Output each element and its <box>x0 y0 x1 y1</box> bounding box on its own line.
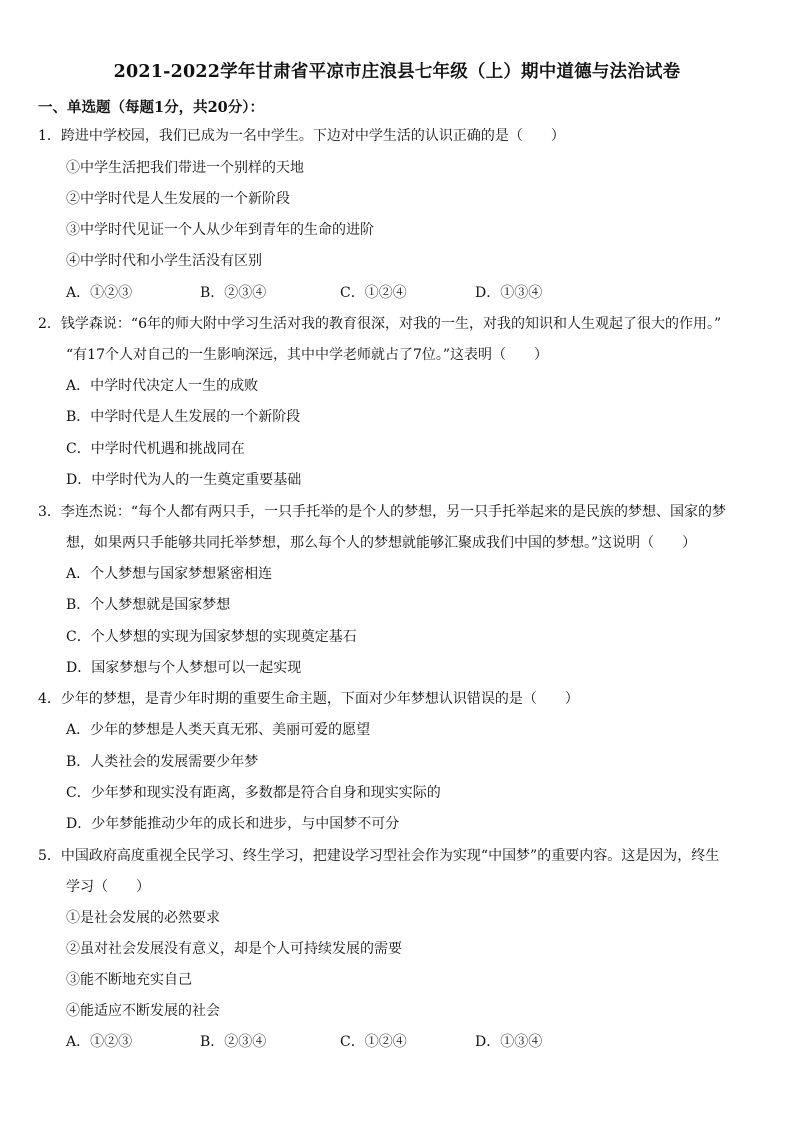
q5-statement-4: ④能适应不断发展的社会 <box>66 1003 220 1019</box>
q5-option-a[interactable]: A．①②③ <box>66 1034 133 1050</box>
q5-option-c[interactable]: C．①②④ <box>340 1034 407 1050</box>
exam-title: 2021-2022学年甘肃省平凉市庄浪县七年级（上）期中道德与法治试卷 <box>113 62 681 82</box>
q1-option-a[interactable]: A．①②③ <box>66 285 133 301</box>
q5-statement-1: ①是社会发展的必然要求 <box>66 910 220 926</box>
q5-statement-3: ③能不断地充实自己 <box>66 972 192 988</box>
q4-option-a[interactable]: A．少年的梦想是人类天真无邪、美丽可爱的愿望 <box>66 722 371 738</box>
q1-statement-3: ③中学时代见证一个人从少年到青年的生命的进阶 <box>66 222 374 238</box>
q1-statement-2: ②中学时代是人生发展的一个新阶段 <box>66 191 290 207</box>
q4-option-c[interactable]: C．少年梦和现实没有距离，多数都是符合自身和现实实际的 <box>66 785 441 801</box>
q2-option-d[interactable]: D．中学时代为人的一生奠定重要基础 <box>66 472 302 488</box>
q4-option-d[interactable]: D．少年梦能推动少年的成长和进步，与中国梦不可分 <box>66 816 400 832</box>
q1-choices <box>0 283 794 303</box>
q5-statement-2: ②虽对社会发展没有意义，却是个人可持续发展的需要 <box>66 941 402 957</box>
q3-option-a[interactable]: A．个人梦想与国家梦想紧密相连 <box>66 566 273 582</box>
q1-stem: 1．跨进中学校园，我们已成为一名中学生。下边对中学生活的认识正确的是（ ） <box>38 128 565 144</box>
q3-stem-line-2: 想，如果两只手能够共同托举梦想，那么每个人的梦想就能够汇聚成我们中国的梦想。”这说明（ ） <box>66 535 697 551</box>
q1-statement-4: ④中学时代和小学生活没有区别 <box>66 253 262 269</box>
q5-option-d[interactable]: D．①③④ <box>475 1034 543 1050</box>
q1-option-c[interactable]: C．①②④ <box>340 285 407 301</box>
q5-choices <box>0 1032 794 1052</box>
q3-stem-line-1: 3．李连杰说：“每个人都有两只手，一只手托举的是个人的梦想，另一只手托举起来的是民族的梦想、国家的梦 <box>38 504 727 520</box>
q4-option-b[interactable]: B．人类社会的发展需要少年梦 <box>66 754 259 770</box>
q5-stem-line-1: 5．中国政府高度重视全民学习、终生学习，把建设学习型社会作为实现“中国梦”的重要内容。这是因为，终生 <box>38 848 720 864</box>
section-heading: 一、单选题（每题1分，共20分）： <box>38 99 265 116</box>
q5-stem-line-2: 学习（ ） <box>66 879 150 895</box>
q4-stem: 4．少年的梦想，是青少年时期的重要生命主题，下面对少年梦想认识错误的是（ ） <box>38 691 579 707</box>
q3-option-c[interactable]: C．个人梦想的实现为国家梦想的实现奠定基石 <box>66 629 357 645</box>
q2-option-a[interactable]: A．中学时代决定人一生的成败 <box>66 378 259 394</box>
q1-option-b[interactable]: B．②③④ <box>200 285 267 301</box>
q1-statement-1: ①中学生活把我们带进一个别样的天地 <box>66 160 304 176</box>
q2-option-c[interactable]: C．中学时代机遇和挑战同在 <box>66 441 245 457</box>
q1-option-d[interactable]: D．①③④ <box>475 285 543 301</box>
q3-option-d[interactable]: D．国家梦想与个人梦想可以一起实现 <box>66 660 302 676</box>
q2-stem-line-2: “有17个人对自己的一生影响深远，其中中学老师就占了7位。”这表明（ ） <box>66 347 549 363</box>
q2-stem-line-1: 2．钱学森说：“6年的师大附中学习生活对我的教育很深，对我的一生，对我的知识和人生观起了很大的作用。” <box>38 316 722 332</box>
q5-option-b[interactable]: B．②③④ <box>200 1034 267 1050</box>
q2-option-b[interactable]: B．中学时代是人生发展的一个新阶段 <box>66 409 301 425</box>
q3-option-b[interactable]: B．个人梦想就是国家梦想 <box>66 597 231 613</box>
